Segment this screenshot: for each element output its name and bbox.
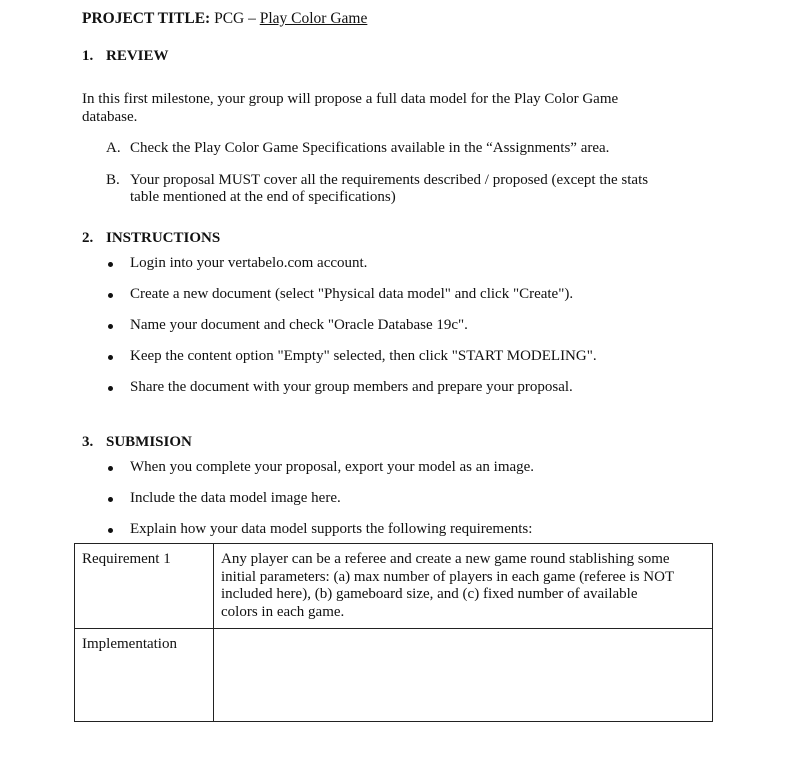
project-title-prefix: PCG – [214,10,260,27]
instruction-item: Name your document and check "Oracle Database 19c". [130,317,468,333]
bullet-icon [108,466,113,471]
table-row [75,629,713,722]
requirement-label-cell [75,544,214,629]
section-number: 2. [82,230,94,246]
section-title: SUBMISION [106,434,192,450]
instruction-item: Share the document with your group members and prepare your proposal. [130,379,573,395]
instruction-item: Create a new document (select "Physical data model" and click "Create"). [130,286,574,302]
project-title-name: Play Color Game [259,10,368,27]
requirement-text-line: initial parameters: (a) max number of players in each game (referee is NOT [221,568,675,585]
requirement-label: Requirement 1 [82,551,171,567]
bullet-icon [108,355,113,360]
section-instructions-heading [82,229,220,247]
bullet-icon [108,262,113,267]
review-item-text: Your proposal MUST cover all the requirements described / proposed (except the stats [130,172,649,188]
review-item-text-continued: table mentioned at the end of specifications) [130,189,396,205]
review-intro-line-2: database. [82,109,138,125]
review-item-letter: A. [106,140,121,156]
bullet-icon [108,324,113,329]
bullet-icon [108,528,113,533]
instruction-item: Login into your vertabelo.com account. [130,255,368,271]
submission-item: Include the data model image here. [130,490,341,506]
project-title-label: PROJECT TITLE: [82,10,211,27]
bullet-icon [108,386,113,391]
section-review-heading [82,47,169,65]
section-title: REVIEW [106,48,169,64]
instruction-item: Keep the content option "Empty" selected, then click "START MODELING". [130,348,597,364]
requirement-text-line: included here), (b) gameboard size, and (c) fixed number of available [221,586,638,602]
requirement-text-line: Any player can be a referee and create a new game round stablishing some [221,551,670,567]
implementation-label-cell [75,629,214,722]
table-row [75,544,713,629]
section-submission-heading [82,433,192,451]
section-number: 3. [82,434,94,450]
project-title [82,10,367,28]
review-intro-line-1: In this first milestone, your group will propose a full data model for the Play Color Game [82,91,619,107]
review-item-letter: B. [106,172,120,188]
section-number: 1. [82,48,94,64]
section-title: INSTRUCTIONS [106,230,221,246]
implementation-label: Implementation [82,636,177,652]
requirement-text-line: colors in each game. [221,603,345,620]
implementation-answer-cell[interactable] [214,629,713,722]
bullet-icon [108,497,113,502]
requirement-text-cell [214,544,713,629]
submission-item: When you complete your proposal, export your model as an image. [130,459,535,475]
review-item-text: Check the Play Color Game Specifications available in the “Assignments” area. [130,140,610,156]
bullet-icon [108,293,113,298]
submission-item: Explain how your data model supports the following requirements: [130,521,533,537]
requirements-table [74,543,713,722]
